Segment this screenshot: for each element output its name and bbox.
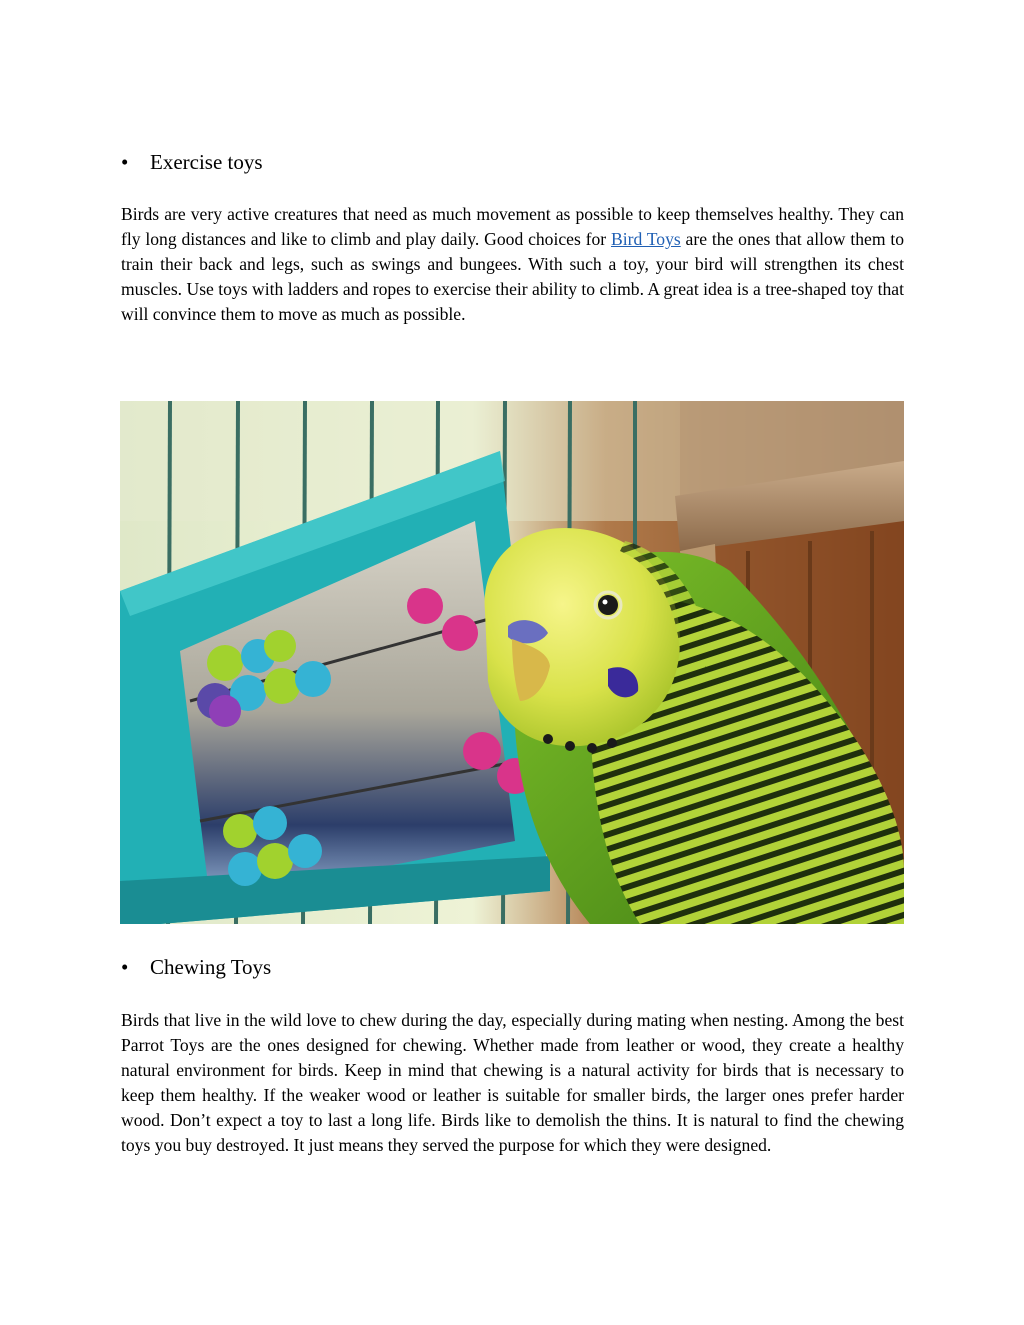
- exercise-toys-heading: [121, 149, 263, 175]
- exercise-toys-heading-text: Exercise toys: [150, 150, 263, 174]
- budgie-photo: [120, 401, 904, 924]
- chewing-toys-paragraph: Birds that live in the wild love to chew during the day, especially during mating when nesting. Among the best Parrot Toys are the ones designed for chewing. Whether made from leather or wood, they create a healthy natural environment for birds. Keep in mind that chewing is a natural activity for birds that is necessary to keep them healthy. If the weaker wood or leather is suitable for smaller birds, the larger ones prefer harder wood. Don’t expect a toy to last a long life. Birds like to demolish the thins. It is natural to find the chewing toys you buy destroyed. It just means they served the purpose for which they were designed.: [121, 1010, 904, 1155]
- exercise-paragraph-text-1: Birds are very active creatures that need as much movement as possible to keep themselves healthy. They can fly long distances and like to climb and play daily. Good choices for: [121, 204, 904, 249]
- chewing-toys-heading-text: Chewing Toys: [150, 955, 272, 979]
- exercise-paragraph-text-2: are the ones that allow them to train their back and legs, such as swings and bungees. With such a toy, your bird will strengthen its chest muscles. Use toys with ladders and ropes to exercise their ability to climb. A great idea is a tree-shaped toy that will convince them to move as much as possible.: [121, 229, 905, 324]
- chewing-toys-heading: [121, 954, 271, 980]
- bullet-icon: •: [121, 150, 129, 174]
- exercise-toys-paragraph: [121, 202, 904, 327]
- bird-toys-link[interactable]: Bird Toys: [610, 229, 681, 249]
- bullet-icon: •: [121, 955, 129, 979]
